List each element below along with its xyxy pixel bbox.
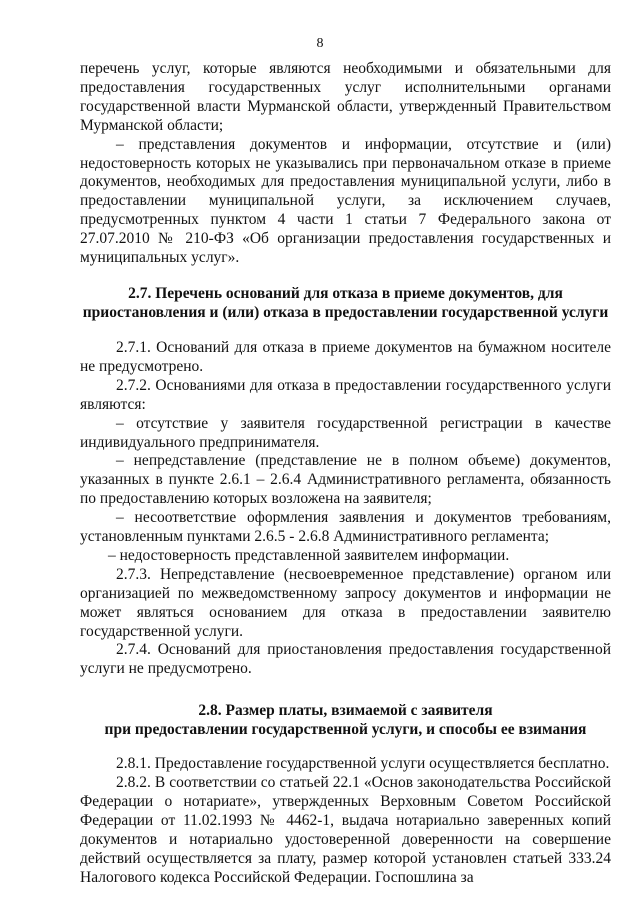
paragraph-2-8-1: 2.8.1. Предоставление государственной услуги осуществляется бесплатно. (116, 755, 610, 773)
heading-line: 2.8. Размер платы, взимаемой с заявителя (198, 702, 493, 720)
list-item: – несоответствие оформления заявления и документов требованиям, установленным пунктами 2.6.5 - 2.6.8 Административного регламента; (80, 509, 611, 546)
list-item: – недостоверность представленной заявителем информации. (108, 546, 510, 564)
paragraph-2-7-3: 2.7.3. Непредставление (несвоевременное представление) органом или организацией по межведомственному запросу документов и информации не может являться основанием для отказа в предоставлении заявителю государственной услуги. (80, 565, 611, 640)
paragraph: – представления документов и информации, отсутствие и (или) недостоверность которых не указывались при первоначальном отказе в приеме документов, необходимых для предоставления муниципальной услуги, либо в предоставлении муниципальной услуги, за исключением случаев, предусмотренных пунктом 4 части 1 статьи 7 Федерального закона от 27.07.2010 № 210-ФЗ «Об организации предоставления государственных и муниципальных услуг». (80, 135, 611, 267)
paragraph-2-7-2: 2.7.2. Основаниями для отказа в предоставлении государственного услуги являются: (80, 376, 611, 413)
paragraph: перечень услуг, которые являются необходимыми и обязательными для предоставления государственных услуг исполнительными органами государственной власти Мурманской области, утвержденный Правительством Мурманской области; (80, 60, 611, 134)
list-item: – отсутствие у заявителя государственной регистрации в качестве индивидуального предпринимателя. (80, 414, 611, 451)
paragraph-2-8-2: 2.8.2. В соответствии со статьей 22.1 «Основ законодательства Российской Федерации о нотариате», утвержденных Верховным Советом Российской Федерации от 11.02.1993 № 4462-1, выдача нотариально заверенных копий документов и нотариально удостоверенной доверенности на совершение действий осуществляется за плату, размер которой установлен статьей 333.24 Налогового кодекса Российской Федерации. Госпошлина за (80, 774, 611, 886)
heading-line: при предоставлении государственной услуги, и способы ее взимания (104, 721, 587, 739)
document-body (80, 60, 611, 888)
paragraph-2-7-1: 2.7.1. Оснований для отказа в приеме документов на бумажном носителе не предусмотрено. (80, 338, 611, 375)
page-number: 8 (316, 36, 324, 51)
list-item: – непредставление (представление не в полном объеме) документов, указанных в пункте 2.6.1 – 2.6.4 Административного регламента, обязанность по предоставлению которых возложена на заявителя; (80, 452, 611, 508)
paragraph-2-7-4: 2.7.4. Оснований для приостановления предоставления государственной услуги не предусмотрено. (80, 641, 611, 678)
section-heading-2-7: 2.7. Перечень оснований для отказа в приеме документов, для приостановления и (или) отказа в предоставлении государственной услуги (82, 284, 609, 321)
section-heading-2-8 (80, 701, 611, 739)
